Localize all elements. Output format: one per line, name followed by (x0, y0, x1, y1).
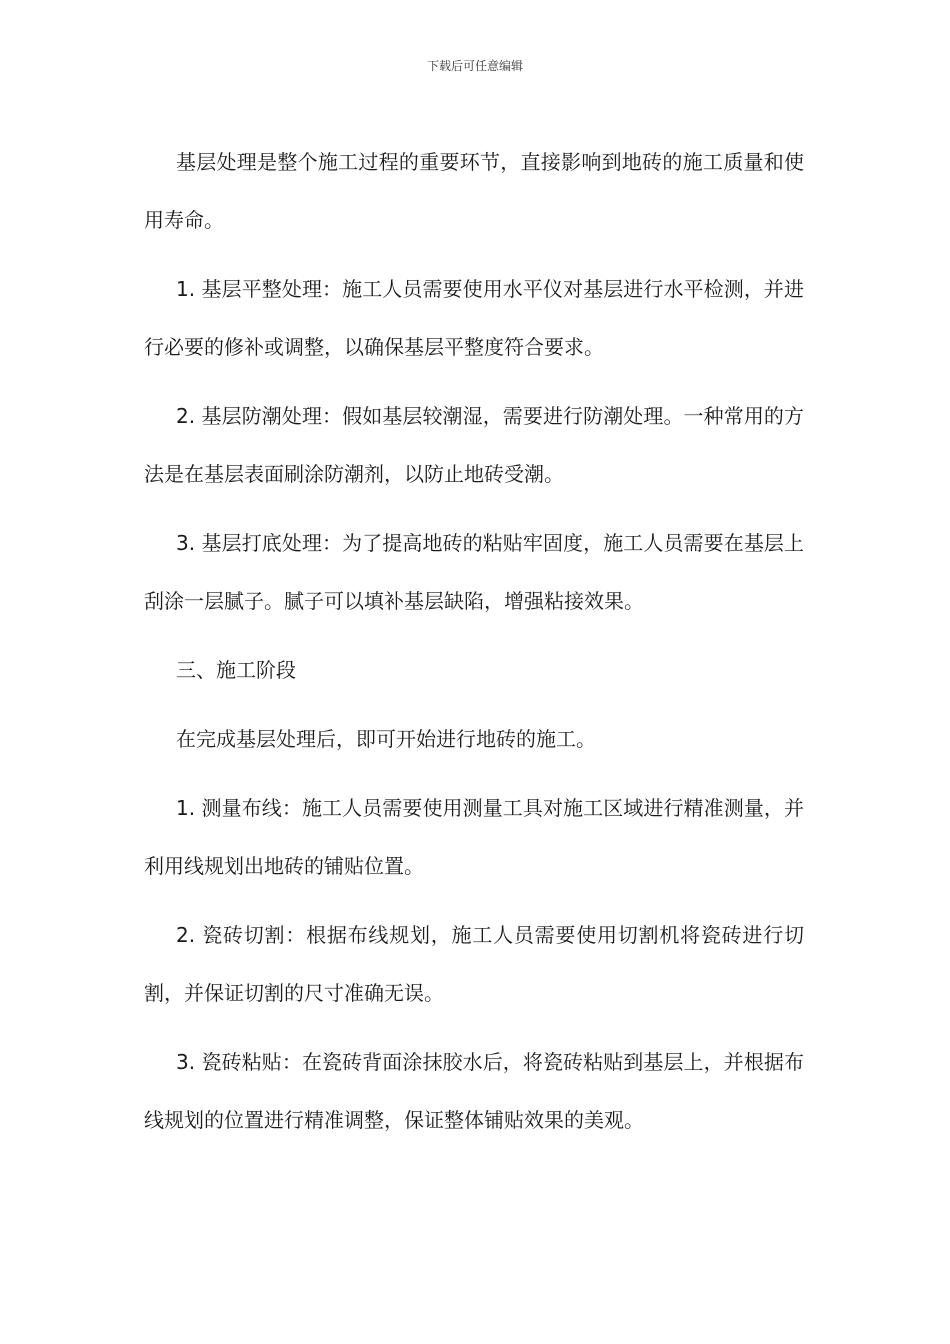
list-item-tile-laying: 3. 瓷砖粘贴：在瓷砖背面涂抹胶水后，将瓷砖粘贴到基层上，并根据布线规划的位置进行精准调整，保证整体铺贴效果的美观。 (144, 1050, 804, 1132)
list-item-base-priming: 3. 基层打底处理：为了提高地砖的粘贴牢固度，施工人员需要在基层上刮涂一层腻子。腻子可以填补基层缺陷，增强粘接效果。 (144, 531, 804, 613)
document-body (144, 133, 804, 1160)
list-item-measure-layout: 1. 测量布线：施工人员需要使用测量工具对施工区域进行精准测量，并利用线规划出地砖的铺贴位置。 (144, 796, 804, 878)
list-item-base-moisture-proofing: 2. 基层防潮处理：假如基层较潮湿，需要进行防潮处理。一种常用的方法是在基层表面刷涂防潮剂，以防止地砖受潮。 (144, 404, 804, 486)
section-heading: 三、施工阶段 (176, 658, 296, 682)
section-intro-paragraph: 在完成基层处理后，即可开始进行地砖的施工。 (176, 727, 596, 751)
intro-paragraph: 基层处理是整个施工过程的重要环节，直接影响到地砖的施工质量和使用寿命。 (144, 150, 804, 232)
list-item-tile-cutting: 2. 瓷砖切割：根据布线规划，施工人员需要使用切割机将瓷砖进行切割，并保证切割的尺寸准确无误。 (144, 923, 804, 1005)
page-header: 下载后可任意编辑 (426, 59, 523, 73)
list-item-base-leveling: 1. 基层平整处理：施工人员需要使用水平仪对基层进行水平检测，并进行必要的修补或调整，以确保基层平整度符合要求。 (144, 277, 804, 359)
